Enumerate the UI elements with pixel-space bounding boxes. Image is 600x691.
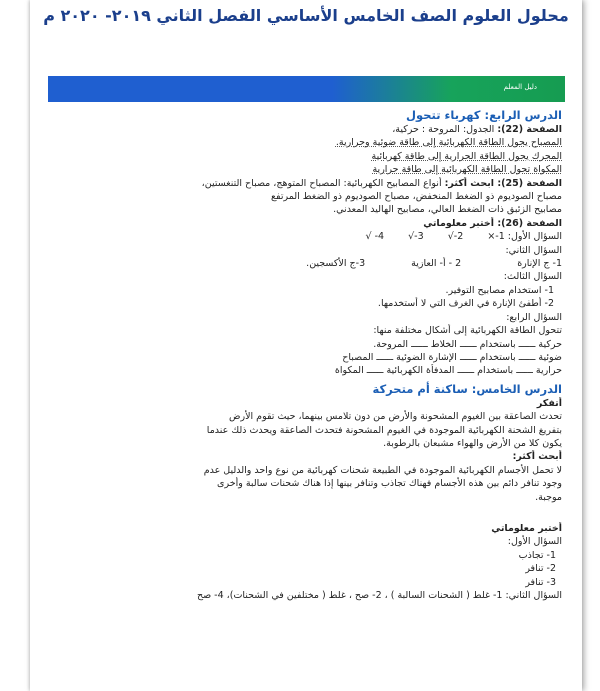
lesson4-title: الدرس الرابع: كهرباء تتحول (406, 108, 562, 122)
page25-text-3: مصابيح الزئبق ذات الضغط العالي، مصابيح الهاليد المعدني. (333, 204, 562, 216)
research-line-3: موجبة. (535, 491, 562, 503)
l4-q1-row (57, 230, 562, 243)
l5-q1-a2: 2- تنافر (525, 563, 556, 575)
l4-q2-row (57, 257, 562, 270)
lesson5-title: الدرس الخامس: ساكنة أم متحركة (372, 381, 562, 396)
l4-q1-a3: 3-√ (408, 231, 424, 243)
energy-line-2: المحرك يحول الطاقة الحرارية إلى طاقة كهربائية (371, 150, 562, 162)
page22-line (57, 123, 562, 136)
page25-line (57, 177, 562, 190)
l4-q4-row-1: حركية ــــــ باستخدام ــــــ الخلاط ــــــ المروحة. (373, 338, 562, 350)
research-line-1: لا تحمل الأجسام الكهربائية الموجودة في الطبيعة شحنات كهربائية من نوع واحد والدليل عدم (203, 464, 562, 476)
l4-q4-row-2: ضوئية ــــــ باستخدام ــــــ الإشارة الضوئية ــــــ المصباح (342, 351, 562, 363)
think-heading: أتفكر (536, 397, 562, 409)
page22-text: الجدول: المروحة : حركية، (392, 124, 495, 135)
l4-q2-a1: 1- ج الإنارة (517, 258, 562, 270)
energy-line-1: المصباح يحول الطاقة الكهربائية إلى طاقة ضوئية وحرارية. (335, 137, 562, 149)
l4-q3-label: السؤال الثالث: (503, 271, 562, 283)
l5-q1-a1: 1- تجاذب (518, 549, 556, 561)
research-heading: أبحث أكثر: (512, 451, 562, 463)
energy-line-3: المكواة تحول الطاقة الكهربائية إلى طاقة حرارية (372, 164, 562, 176)
page25-text-2: مصباح الصوديوم ذو الضغط المنخفض، مصباح الصوديوم ذو الضغط المرتفع (271, 191, 562, 203)
l4-q3-a1: 1- استخدام مصابيح التوفير. (445, 284, 554, 296)
l4-q2-a3: 3-ج الأكسجين. (306, 258, 366, 270)
l4-q1-label: السؤال الأول: 1-× (487, 231, 562, 243)
l4-q1-a4: 4- √ (365, 231, 385, 243)
l4-q2-label: السؤال الثاني: (505, 244, 562, 256)
l4-q4-row-3: حرارية ــــــ باستخدام ــــــ المدفأة الكهربائية ــــــ المكواة (334, 365, 562, 377)
page25-text-1: أنواع المصابيح الكهربائية: المصباح المتوهج، مصباح التنغستين، (201, 177, 442, 189)
document-body (57, 107, 562, 602)
page22-heading: الصفحة (22): (497, 124, 562, 135)
l5-q1-label: السؤال الأول: (507, 536, 562, 548)
page25-heading: الصفحة (25): ابحث أكثر: (444, 177, 562, 189)
think-line-2: بتفريغ الشحنة الكهربائية الموجودة في الغيوم المشحونة فتحدث الصاعقة ويحدث ذلك عندما (206, 424, 562, 436)
research-line-2: وجود تنافر دائم بين هذه الأجسام فهناك تجاذب وتنافر بينها إذا هناك شحنات سالبة وأخرى (217, 478, 562, 490)
l4-q4-label: السؤال الرابع: (506, 311, 562, 323)
think-line-3: يكون كلا من الأرض والهواء مشبعان بالرطوبة. (383, 437, 562, 449)
l4-q4-intro: تتحول الطاقة الكهربائية إلى أشكال مختلفة منها: (373, 325, 562, 337)
l4-q3-a2: 2- أطفئ الإنارة في الغرف التي لا أستخدمها. (377, 298, 554, 310)
document-title: محلول العلوم الصف الخامس الأساسي الفصل الثاني ٢٠١٩- ٢٠٢٠ م (43, 6, 569, 25)
page26-heading: الصفحة (26): أختبر معلوماتي (423, 217, 562, 229)
think-line-1: تحدث الصاعقة بين الغيوم المشحونة والأرض من دون تلامس بينهما، حيث تقوم الأرض (229, 411, 562, 423)
l4-q1-a2: 2-√ (447, 231, 464, 243)
l5-q1-a3: 3- تنافر (525, 576, 556, 588)
l5-q2-line: السؤال الثاني: 1- غلط ( الشحنات السالبة ) ، 2- صح ، غلط ( مختلفين في الشحنات)، 4- صح (196, 590, 562, 601)
l4-q2-a2: 2 - أ- العازية (411, 258, 462, 270)
header-banner (48, 76, 565, 102)
document-page (30, 0, 582, 691)
test-heading: أختبر معلوماتي (491, 522, 562, 534)
banner-label: دليل المعلم (503, 83, 537, 91)
